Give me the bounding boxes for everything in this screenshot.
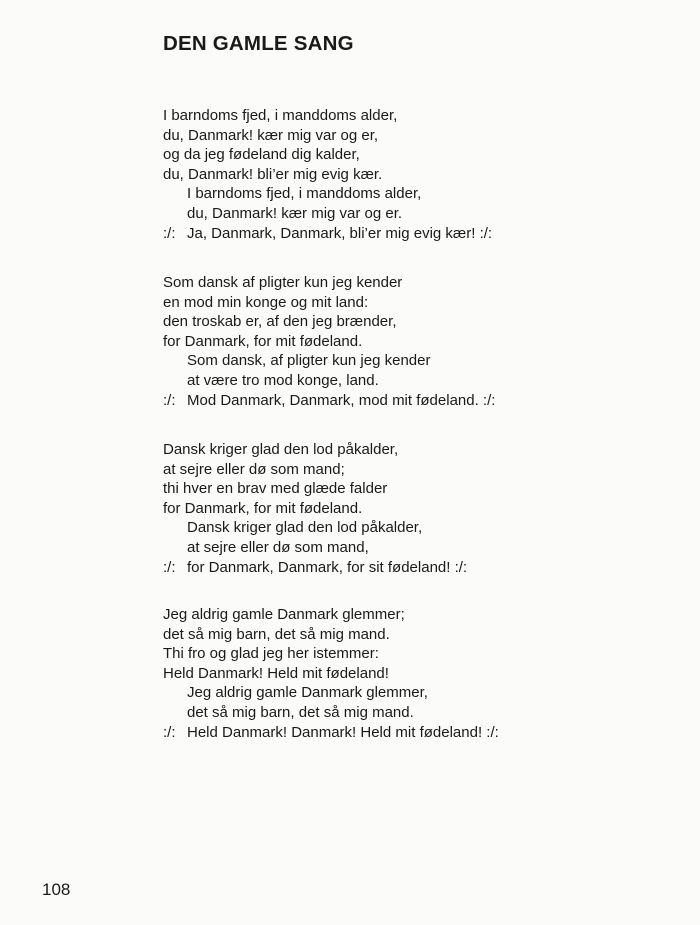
refrain-line [163, 391, 495, 411]
verse-line: du, Danmark! bli’er mig evig kær. [163, 165, 383, 183]
verse-line: for Danmark, for mit fødeland. [163, 499, 363, 517]
verse-line-indented: Som dansk, af pligter kun jeg kender [187, 352, 431, 370]
verse-line-indented: I barndoms fjed, i manddoms alder, [187, 185, 422, 203]
repeat-mark: :/: [163, 723, 176, 741]
verse-line: det så mig barn, det så mig mand. [163, 625, 390, 643]
verse-line: for Danmark, for mit fødeland. [163, 332, 363, 350]
refrain-text: for Danmark, Danmark, for sit fødeland! :/: [187, 558, 468, 576]
refrain-text: Ja, Danmark, Danmark, bli’er mig evig kær! :/: [187, 224, 493, 242]
verse-2 [163, 273, 495, 410]
verse-line-indented: Jeg aldrig gamle Danmark glemmer, [187, 684, 428, 702]
page-number: 108 [42, 880, 71, 899]
verse-line: Som dansk af pligter kun jeg kender [163, 274, 403, 291]
repeat-mark: :/: [163, 391, 176, 409]
verse-line: den troskab er, af den jeg brænder, [163, 313, 397, 331]
verse-line-indented: at sejre eller dø som mand, [187, 538, 369, 556]
repeat-mark: :/: [163, 224, 176, 242]
verse-1 [163, 106, 492, 243]
verse-4 [163, 605, 499, 742]
verse-line: du, Danmark! kær mig var og er, [163, 126, 379, 144]
verse-line-indented: at være tro mod konge, land. [187, 371, 379, 389]
verse-line-indented: det så mig barn, det så mig mand. [187, 703, 414, 721]
verse-line: Dansk kriger glad den lod påkalder, [163, 441, 399, 458]
verse-line: en mod min konge og mit land: [163, 293, 369, 311]
verse-line-indented: du, Danmark! kær mig var og er. [187, 204, 403, 222]
song-title: DEN GAMLE SANG [163, 32, 354, 55]
refrain-line [163, 558, 467, 578]
refrain-text: Held Danmark! Danmark! Held mit fødeland! :/: [187, 723, 499, 741]
verse-line: Thi fro og glad jeg her istemmer: [163, 645, 379, 663]
refrain-line [163, 224, 492, 244]
verse-line: Held Danmark! Held mit fødeland! [163, 664, 389, 682]
repeat-mark: :/: [163, 558, 176, 576]
verse-line-indented: Dansk kriger glad den lod påkalder, [187, 519, 423, 537]
refrain-text: Mod Danmark, Danmark, mod mit fødeland. :/: [187, 391, 496, 409]
verse-3 [163, 440, 467, 577]
verse-line: at sejre eller dø som mand; [163, 460, 345, 478]
verse-line: I barndoms fjed, i manddoms alder, [163, 107, 398, 124]
verse-line: og da jeg fødeland dig kalder, [163, 146, 360, 164]
refrain-line [163, 723, 499, 743]
verse-line: Jeg aldrig gamle Danmark glemmer; [163, 606, 405, 623]
verse-line: thi hver en brav med glæde falder [163, 480, 388, 498]
